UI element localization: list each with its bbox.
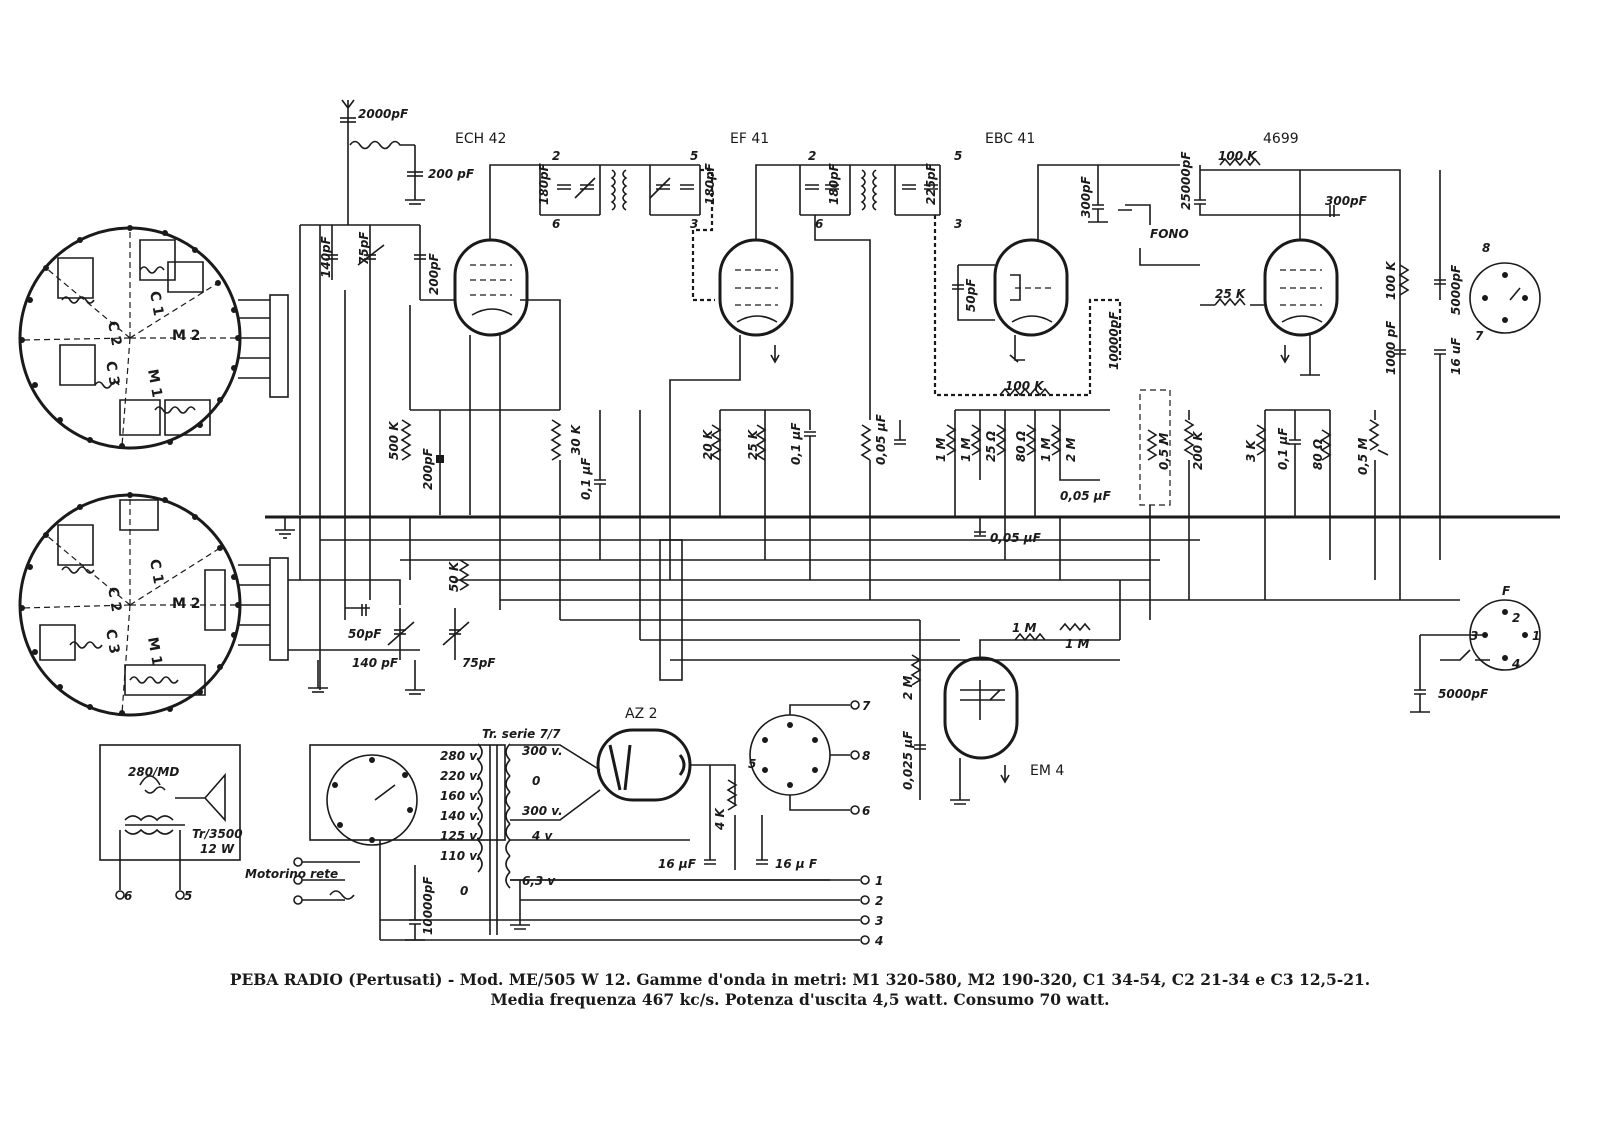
label-c75pf-bot: 75pF — [462, 656, 496, 670]
label-if1-pin2: 2 — [552, 149, 561, 163]
label-c005uf-c: 0,05 µF — [990, 531, 1041, 545]
label-r4k: 4 K — [713, 808, 727, 830]
label-r30k: 30 K — [569, 424, 583, 455]
label-r3k: 3 K — [1244, 440, 1258, 462]
tube-label-ef41: EF 41 — [730, 131, 770, 147]
label-tr-serie: Tr. serie 7/7 — [482, 727, 561, 741]
label-sock6: 6 — [862, 804, 871, 818]
band-bottom-c3: C 3 — [102, 627, 123, 656]
label-c140pf-bot: 140 pF — [352, 656, 399, 670]
label-v280: 280 v. — [440, 749, 481, 763]
label-r200k: 200 K — [1191, 431, 1205, 470]
label-if1-180a: 180pF — [537, 163, 551, 205]
label-r50k: 50 K — [447, 561, 461, 592]
schematic-caption — [0, 970, 1600, 1010]
label-if2-180: 180pF — [827, 163, 841, 205]
label-jack-f: F — [1502, 584, 1511, 598]
label-r20k: 20 K — [701, 429, 715, 460]
label-c1000pf: 1000 pF — [1384, 320, 1398, 375]
label-spk-pin5: 5 — [184, 889, 193, 903]
label-c75pf-top: 75pF — [357, 231, 371, 265]
label-c0025uf: 0,025 µF — [901, 730, 915, 790]
label-r25k-a: 25 K — [746, 429, 760, 460]
label-r100k-r: 100 K — [1384, 261, 1398, 300]
label-c2000pf: 2000pF — [358, 107, 409, 121]
speaker-inset — [100, 745, 243, 903]
label-jack-4: 4 — [1512, 657, 1521, 671]
tube-ef41 — [670, 131, 816, 580]
label-v140: 140 v. — [440, 809, 481, 823]
label-c10000pf-b: 10000pF — [421, 876, 435, 935]
label-r100k-top: 100 K — [1218, 149, 1257, 163]
label-if1-pin3: 3 — [690, 217, 699, 231]
band-bottom-c1: C 1 — [146, 557, 167, 586]
label-v4: 4 v — [532, 829, 553, 843]
tube-em4 — [901, 621, 1120, 804]
band-top-c2: C 2 — [104, 319, 125, 348]
tube-label-ebc41: EBC 41 — [985, 131, 1036, 147]
label-v160: 160 v. — [440, 789, 481, 803]
label-c10000pf: 10000pF — [1107, 311, 1121, 370]
band-top-m1: M 1 — [144, 367, 165, 399]
label-r1m-c: 1 M — [1039, 437, 1053, 462]
label-c16uf-c: 16 µ F — [775, 857, 818, 871]
label-jack-1: 1 — [1532, 629, 1541, 643]
label-if1-180b: 180pF — [703, 163, 717, 205]
caption-line-2: Media frequenza 467 kc/s. Potenza d'uscita 4,5 watt. Consumo 70 watt. — [490, 990, 1110, 1009]
jack-f — [1410, 584, 1540, 712]
label-c50pf-ebc: 50pF — [964, 278, 978, 312]
label-r2m-a: 2 M — [1064, 437, 1078, 462]
label-c5000pf-b: 5000pF — [1438, 687, 1489, 701]
label-r1m-e: 1 M — [1065, 637, 1090, 651]
label-c140pf-top: 140pF — [319, 236, 333, 278]
label-spk8: 8 — [1482, 241, 1491, 255]
tube-label-ech42: ECH 42 — [455, 131, 507, 147]
label-spk7: 7 — [1475, 329, 1484, 343]
label-r1m-d: 1 M — [1012, 621, 1037, 635]
label-out1: 1 — [875, 874, 884, 888]
label-r1m-b: 1 M — [959, 437, 973, 462]
label-c300pf: 300pF — [1079, 176, 1093, 218]
power-supply — [245, 699, 883, 948]
band-bottom-m1: M 1 — [144, 635, 165, 667]
label-if1-pin6: 6 — [552, 217, 561, 231]
label-p05m-a: 0,5 M — [1157, 432, 1171, 470]
label-spk-tr: Tr/3500 — [192, 827, 243, 841]
band-top-c3: C 3 — [102, 359, 123, 388]
label-c16uf-a: 16 uF — [1449, 337, 1463, 375]
label-c25000pf: 25000pF — [1179, 151, 1193, 210]
label-v0: 0 — [460, 884, 469, 898]
label-c16uf-b: 16 µF — [658, 857, 696, 871]
label-sock5: 5 — [748, 757, 757, 771]
label-c01uf-a: 0,1 µF — [579, 457, 593, 500]
label-c200pf-top: 200pF — [427, 253, 441, 295]
label-v125: 125 v. — [440, 829, 481, 843]
label-motorino: Motorino rete — [245, 867, 339, 881]
label-r1m-a: 1 M — [934, 437, 948, 462]
ground-bus — [265, 517, 1560, 538]
label-v0b: 0 — [532, 774, 541, 788]
tube-4699 — [1179, 131, 1540, 517]
tube-label-4699: 4699 — [1263, 131, 1299, 147]
label-c5000pf-a: 5000pF — [1449, 264, 1463, 315]
label-out4: 4 — [875, 934, 884, 948]
label-if1-pin5: 5 — [690, 149, 699, 163]
label-sock8: 8 — [862, 749, 871, 763]
label-if2-pin6: 6 — [815, 217, 824, 231]
band-top-m2: M 2 — [172, 328, 201, 344]
band-switch-top — [19, 225, 288, 449]
label-sock7: 7 — [862, 699, 871, 713]
label-if2-225: 225pF — [924, 163, 938, 205]
label-spk-pin6: 6 — [124, 889, 133, 903]
label-r100k-fb: 100 K — [1005, 379, 1044, 393]
label-jack-3: 3 — [1470, 629, 1479, 643]
label-out2: 2 — [875, 894, 884, 908]
label-out3: 3 — [875, 914, 884, 928]
tube-label-em4: EM 4 — [1030, 763, 1065, 779]
label-r25ohm: 25 Ω — [984, 430, 998, 462]
label-c01uf-c: 0,1 µF — [1276, 427, 1290, 470]
label-v220: 220 v. — [440, 769, 481, 783]
band-bottom-c2: C 2 — [104, 585, 125, 614]
label-if2-pin2: 2 — [808, 149, 817, 163]
label-v63: 6,3 v — [522, 874, 556, 888]
label-c005uf-b: 0,05 µF — [1060, 489, 1111, 503]
label-v110: 110 v. — [440, 849, 481, 863]
label-c005uf-a: 0,05 µF — [874, 414, 888, 465]
band-switch-bottom — [19, 492, 328, 716]
if-transformer-1 — [537, 149, 717, 300]
label-if2-pin3: 3 — [954, 217, 963, 231]
label-r500k: 500 K — [387, 421, 401, 460]
label-spk-280md: 280/MD — [128, 765, 180, 779]
label-c300pf-b: 300pF — [1325, 194, 1367, 208]
band-bottom-m2: M 2 — [172, 596, 201, 612]
label-fono: FONO — [1150, 227, 1189, 241]
tube-ech42 — [387, 131, 606, 610]
label-c200pf-ant: 200 pF — [428, 167, 475, 181]
label-spk-12w: 12 W — [200, 842, 235, 856]
label-c200pf-mid: 200pF — [421, 448, 435, 490]
caption-line-1: PEBA RADIO (Pertusati) - Mod. ME/505 W 12. Gamme d'onda in metri: M1 320-580, M2 190-320, C1 34-54, C2 21-34 e C3 12,5-21. — [229, 970, 1371, 989]
tube-label-az2: AZ 2 — [625, 706, 658, 722]
label-if2-pin5: 5 — [954, 149, 963, 163]
band-top-c1: C 1 — [146, 289, 167, 318]
label-r80ohm-a: 80 Ω — [1014, 430, 1028, 462]
label-p05m-b: 0,5 M — [1356, 437, 1370, 475]
label-c01uf-b: 0,1 µF — [789, 422, 803, 465]
label-c50pf-bot: 50pF — [348, 627, 382, 641]
tube-ebc41 — [934, 131, 1205, 545]
label-v300b: 300 v. — [522, 804, 563, 818]
label-v300a: 300 v. — [522, 744, 563, 758]
label-jack-2: 2 — [1512, 611, 1521, 625]
label-r80ohm-b: 80 Ω — [1311, 438, 1325, 470]
label-r2m-b: 2 M — [901, 675, 915, 700]
label-r25k-b: 25 K — [1215, 287, 1246, 301]
